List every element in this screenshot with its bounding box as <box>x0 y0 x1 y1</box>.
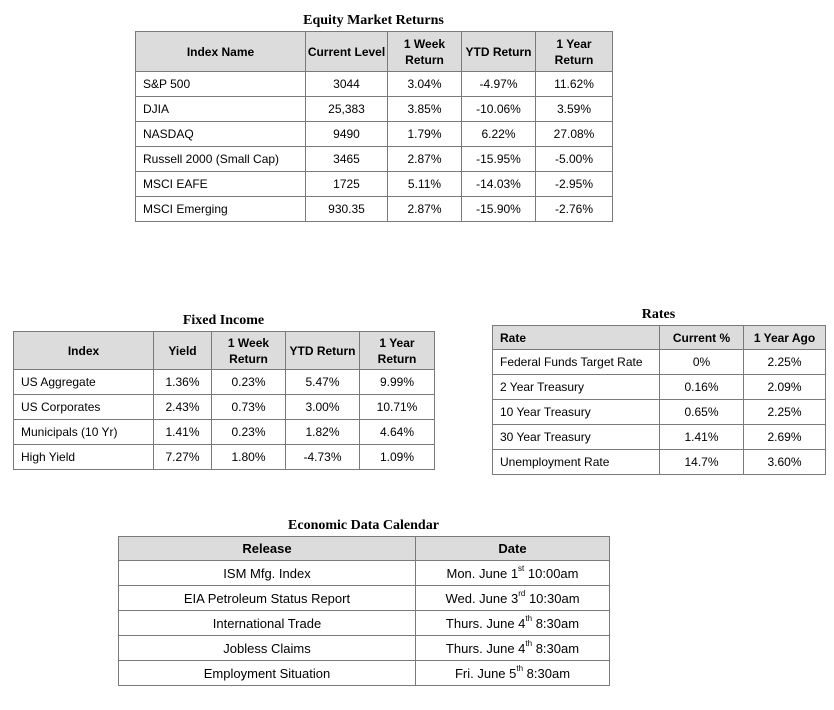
equity-returns-table <box>135 31 613 222</box>
ordinal-suffix: st <box>518 564 525 574</box>
fixed-income-header-row <box>14 332 435 370</box>
date-time: 10:30am <box>525 590 580 606</box>
release-cell: ISM Mfg. Index <box>119 561 416 586</box>
column-header: Yield <box>154 332 212 370</box>
table-cell: 1.82% <box>286 420 360 445</box>
date-cell <box>416 611 610 636</box>
column-header: Release <box>119 537 416 561</box>
table-cell: S&P 500 <box>136 72 306 97</box>
economic-calendar-title: Economic Data Calendar <box>288 518 439 533</box>
table-cell: 3.60% <box>744 450 826 475</box>
equity-row <box>136 72 613 97</box>
calendar-row <box>119 611 610 636</box>
column-header: 1 Year Return <box>360 332 435 370</box>
date-time: 8:30am <box>532 615 580 631</box>
equity-row <box>136 172 613 197</box>
table-cell: 0% <box>660 350 744 375</box>
table-cell: -2.76% <box>536 197 613 222</box>
column-header: Current Level <box>306 32 388 72</box>
table-cell: 930.35 <box>306 197 388 222</box>
table-cell: 1.36% <box>154 370 212 395</box>
fixed-income-row <box>14 395 435 420</box>
table-cell: 2.25% <box>744 350 826 375</box>
table-cell: 0.73% <box>212 395 286 420</box>
table-cell: 0.23% <box>212 420 286 445</box>
table-cell: 0.16% <box>660 375 744 400</box>
table-cell: 1725 <box>306 172 388 197</box>
date-day: Thurs. June 4 <box>445 615 526 631</box>
table-cell: 2 Year Treasury <box>493 375 660 400</box>
rates-header-row <box>493 326 826 350</box>
table-cell: 1.80% <box>212 445 286 470</box>
table-cell: 3.59% <box>536 97 613 122</box>
table-cell: 2.43% <box>154 395 212 420</box>
calendar-row <box>119 586 610 611</box>
date-cell <box>416 586 610 611</box>
fixed-income-row <box>14 370 435 395</box>
rates-table <box>492 325 826 475</box>
date-time: 8:30am <box>523 665 571 681</box>
column-header: Index <box>14 332 154 370</box>
table-cell: 2.87% <box>388 147 462 172</box>
table-cell: 3465 <box>306 147 388 172</box>
table-cell: 3.04% <box>388 72 462 97</box>
table-cell: NASDAQ <box>136 122 306 147</box>
column-header: Current % <box>660 326 744 350</box>
date-cell <box>416 661 610 686</box>
table-cell: 1.41% <box>660 425 744 450</box>
equity-row <box>136 97 613 122</box>
equity-header-row <box>136 32 613 72</box>
table-cell: -15.90% <box>462 197 536 222</box>
calendar-row <box>119 661 610 686</box>
table-cell: DJIA <box>136 97 306 122</box>
ordinal-suffix: th <box>525 639 533 649</box>
release-cell: EIA Petroleum Status Report <box>119 586 416 611</box>
column-header: 1 Week Return <box>212 332 286 370</box>
table-cell: High Yield <box>14 445 154 470</box>
date-cell <box>416 561 610 586</box>
table-cell: MSCI EAFE <box>136 172 306 197</box>
release-cell: Employment Situation <box>119 661 416 686</box>
table-cell: 9490 <box>306 122 388 147</box>
table-cell: 30 Year Treasury <box>493 425 660 450</box>
table-cell: 1.79% <box>388 122 462 147</box>
table-cell: Unemployment Rate <box>493 450 660 475</box>
release-cell: International Trade <box>119 611 416 636</box>
equity-returns-title: Equity Market Returns <box>303 13 444 28</box>
equity-row <box>136 122 613 147</box>
table-cell: -4.97% <box>462 72 536 97</box>
table-cell: 5.11% <box>388 172 462 197</box>
table-cell: Municipals (10 Yr) <box>14 420 154 445</box>
equity-row <box>136 197 613 222</box>
date-cell <box>416 636 610 661</box>
column-header: 1 Week Return <box>388 32 462 72</box>
date-day: Thurs. June 4 <box>445 640 526 656</box>
table-cell: 27.08% <box>536 122 613 147</box>
fixed-income-table <box>13 331 435 470</box>
table-cell: 10 Year Treasury <box>493 400 660 425</box>
fixed-income-title: Fixed Income <box>182 313 265 328</box>
table-cell: -4.73% <box>286 445 360 470</box>
table-cell: 14.7% <box>660 450 744 475</box>
table-cell: 3.85% <box>388 97 462 122</box>
column-header: YTD Return <box>462 32 536 72</box>
table-cell: 10.71% <box>360 395 435 420</box>
ordinal-suffix: th <box>525 614 533 624</box>
rates-row <box>493 400 826 425</box>
fixed-income-row <box>14 445 435 470</box>
calendar-row <box>119 561 610 586</box>
equity-row <box>136 147 613 172</box>
column-header: Date <box>416 537 610 561</box>
ordinal-suffix: rd <box>518 589 526 599</box>
table-cell: MSCI Emerging <box>136 197 306 222</box>
table-cell: -2.95% <box>536 172 613 197</box>
release-cell: Jobless Claims <box>119 636 416 661</box>
column-header: 1 Year Return <box>536 32 613 72</box>
column-header: Rate <box>493 326 660 350</box>
column-header: Index Name <box>136 32 306 72</box>
fixed-income-section <box>13 311 434 470</box>
rates-row <box>493 350 826 375</box>
economic-calendar-table <box>118 536 610 686</box>
table-cell: 2.69% <box>744 425 826 450</box>
fixed-income-row <box>14 420 435 445</box>
date-time: 10:00am <box>524 565 579 581</box>
column-header: YTD Return <box>286 332 360 370</box>
table-cell: US Corporates <box>14 395 154 420</box>
table-cell: 2.09% <box>744 375 826 400</box>
rates-row <box>493 425 826 450</box>
calendar-row <box>119 636 610 661</box>
date-day: Wed. June 3 <box>445 590 519 606</box>
table-cell: -14.03% <box>462 172 536 197</box>
table-cell: 25,383 <box>306 97 388 122</box>
date-day: Mon. June 1 <box>446 565 519 581</box>
rates-row <box>493 450 826 475</box>
table-cell: -5.00% <box>536 147 613 172</box>
table-cell: 0.65% <box>660 400 744 425</box>
rates-title: Rates <box>641 307 676 322</box>
table-cell: 11.62% <box>536 72 613 97</box>
table-cell: 6.22% <box>462 122 536 147</box>
table-cell: 3044 <box>306 72 388 97</box>
rates-row <box>493 375 826 400</box>
date-time: 8:30am <box>532 640 580 656</box>
table-cell: 0.23% <box>212 370 286 395</box>
column-header: 1 Year Ago <box>744 326 826 350</box>
table-cell: 4.64% <box>360 420 435 445</box>
table-cell: -15.95% <box>462 147 536 172</box>
economic-calendar-section <box>118 516 609 686</box>
table-cell: US Aggregate <box>14 370 154 395</box>
date-day: Fri. June 5 <box>454 665 517 681</box>
table-cell: 3.00% <box>286 395 360 420</box>
table-cell: -10.06% <box>462 97 536 122</box>
rates-section <box>492 305 825 475</box>
table-cell: Russell 2000 (Small Cap) <box>136 147 306 172</box>
table-cell: 1.09% <box>360 445 435 470</box>
table-cell: 1.41% <box>154 420 212 445</box>
ordinal-suffix: th <box>516 664 524 674</box>
table-cell: 2.25% <box>744 400 826 425</box>
table-cell: 7.27% <box>154 445 212 470</box>
table-cell: 5.47% <box>286 370 360 395</box>
calendar-header-row <box>119 537 610 561</box>
table-cell: 2.87% <box>388 197 462 222</box>
equity-returns-section <box>135 11 612 222</box>
table-cell: 9.99% <box>360 370 435 395</box>
table-cell: Federal Funds Target Rate <box>493 350 660 375</box>
